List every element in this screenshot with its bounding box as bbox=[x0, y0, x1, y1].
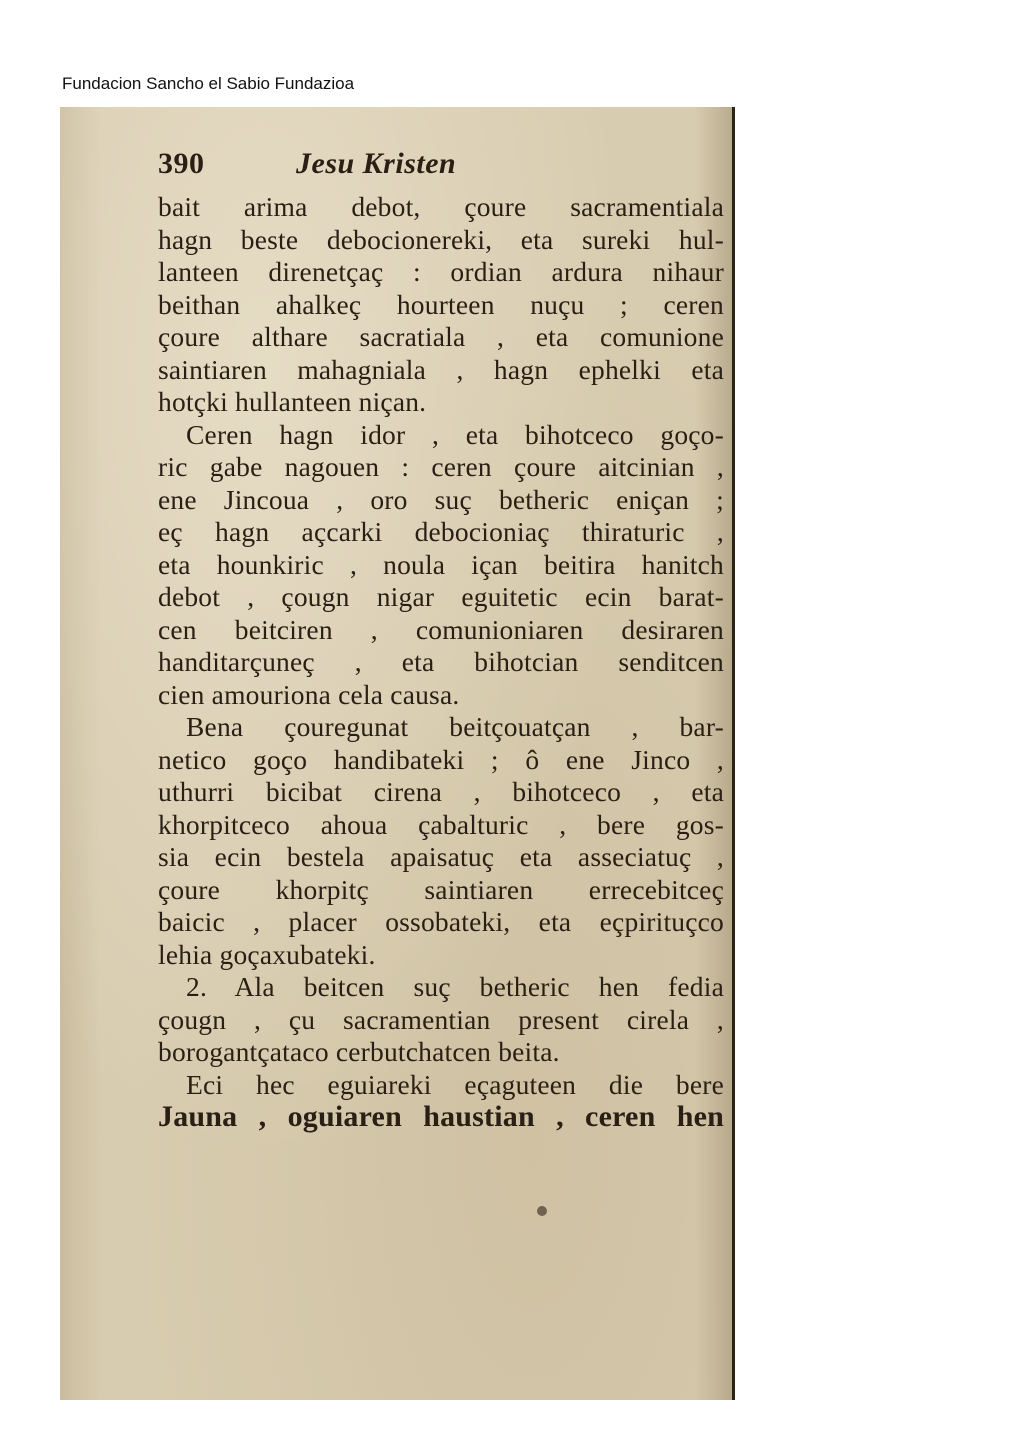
page-header bbox=[158, 147, 724, 191]
text-line: ric gabe nagouen : ceren çoure aitcinian , bbox=[158, 451, 724, 482]
text-line: cien amouriona cela causa. bbox=[158, 678, 460, 710]
text-line: Eci hec eguiareki eçaguteen die bere bbox=[186, 1068, 724, 1100]
page-number: 390 bbox=[158, 147, 205, 180]
archive-caption: Fundacion Sancho el Sabio Fundazioa bbox=[62, 74, 355, 93]
text-line: Ceren hagn idor , eta bihotceco goço- bbox=[186, 418, 724, 450]
text-line: beithan ahalkeç hourteen nuçu ; ceren bbox=[158, 288, 724, 320]
text-line: baicic , placer ossobateki, eta eçpirituçco bbox=[158, 906, 724, 937]
text-line: çougn , çu sacramentian present cirela , bbox=[158, 1003, 724, 1035]
text-block bbox=[158, 191, 724, 1134]
text-line: handitarçuneç , eta bihotcian senditcen bbox=[158, 646, 724, 677]
text-line: saintiaren mahagniala , hagn ephelki eta bbox=[158, 353, 724, 385]
text-line: borogantçataco cerbutchatcen beita. bbox=[158, 1036, 560, 1067]
text-line: netico goço handibateki ; ô ene Jinco , bbox=[158, 743, 724, 775]
text-line: çoure althare sacratiala , eta comunione bbox=[158, 321, 724, 352]
text-line: khorpitceco ahoua çabalturic , bere gos- bbox=[158, 808, 724, 840]
text-line: 2. Ala beitcen suç betheric hen fedia bbox=[186, 971, 724, 1002]
text-line: lehia goçaxubateki. bbox=[158, 938, 376, 970]
text-line: eta hounkiric , noula içan beitira hanitch bbox=[158, 548, 724, 580]
running-head: Jesu Kristen bbox=[296, 147, 457, 180]
ornament-dot bbox=[537, 1206, 547, 1216]
text-line: bait arima debot, çoure sacramentiala bbox=[158, 191, 724, 222]
page-edge-shadow bbox=[732, 107, 735, 1400]
text-line: eç hagn açcarki debocioniaç thiraturic , bbox=[158, 516, 724, 547]
text-line: çoure khorpitç saintiaren errecebitceç bbox=[158, 873, 724, 905]
text-line: hotçki hullanteen niçan. bbox=[158, 386, 427, 417]
text-line: debot , çougn nigar eguitetic ecin barat- bbox=[158, 581, 724, 612]
text-line: Bena çouregunat beitçouatçan , bar- bbox=[186, 711, 724, 742]
text-line: cen beitciren , comunioniaren desiraren bbox=[158, 613, 724, 645]
text-line: Jauna , oguiaren haustian , ceren hen bbox=[158, 1100, 724, 1133]
text-line: lanteen direnetçaç : ordian ardura nihaur bbox=[158, 256, 724, 287]
text-line: ene Jincoua , oro suç betheric eniçan ; bbox=[158, 483, 724, 515]
page-body bbox=[158, 147, 724, 1134]
text-line: hagn beste debocionereki, eta sureki hul- bbox=[158, 223, 724, 255]
text-line: sia ecin bestela apaisatuç eta asseciatuç , bbox=[158, 841, 724, 872]
text-line: uthurri bicibat cirena , bihotceco , eta bbox=[158, 776, 724, 807]
scanned-book-page bbox=[60, 107, 735, 1400]
